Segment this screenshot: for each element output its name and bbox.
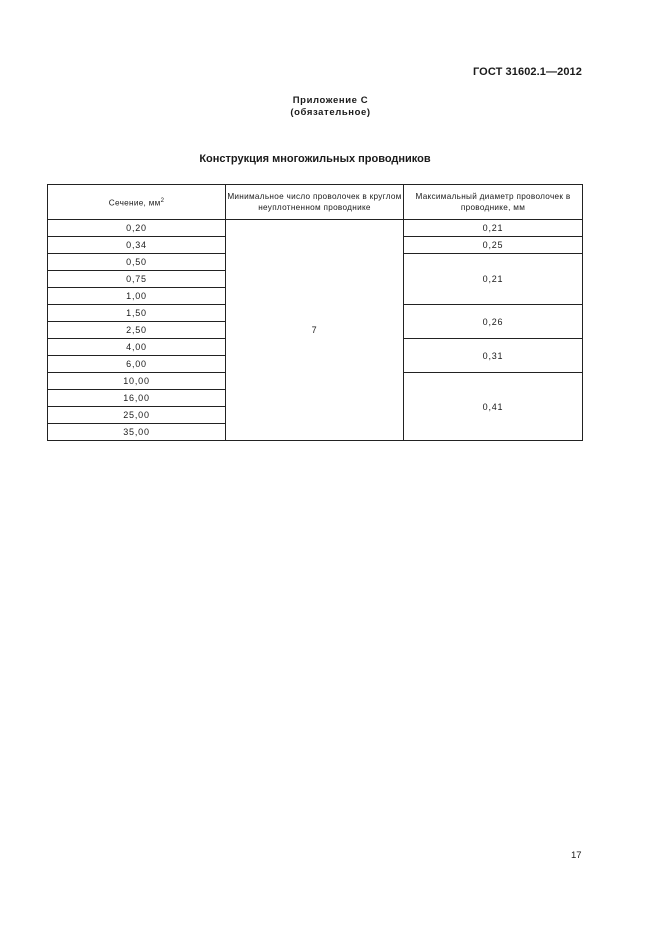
- max-diameter-cell: 0,41: [404, 373, 583, 441]
- column-header-min-wires: Минимальное число проволочек в круглом неуплотненном проводнике: [226, 185, 404, 220]
- standard-code: ГОСТ 31602.1—2012: [472, 66, 582, 78]
- min-wires-cell: 7: [226, 220, 404, 441]
- table-row: [48, 220, 583, 237]
- column-header-cross-section: Сечение, $мм^2$: [48, 185, 226, 220]
- cross-section-cell: 16,00: [48, 390, 226, 407]
- cross-section-cell: 1,00: [48, 288, 226, 305]
- table-body: [48, 220, 583, 441]
- cross-section-cell: 10,00: [48, 373, 226, 390]
- cross-section-cell: 0,34: [48, 237, 226, 254]
- max-diameter-cell: 0,26: [404, 305, 583, 339]
- cross-section-cell: 25,00: [48, 407, 226, 424]
- max-diameter-cell: 0,25: [404, 237, 583, 254]
- cross-section-cell: 35,00: [48, 424, 226, 441]
- cross-section-cell: 2,50: [48, 322, 226, 339]
- cross-section-cell: 1,50: [48, 305, 226, 322]
- section-title: Конструкция многожильных проводников: [199, 153, 431, 165]
- max-diameter-cell: 0,21: [404, 254, 583, 305]
- annex-title: Приложение С: [292, 95, 369, 106]
- page-number: 17: [571, 850, 582, 861]
- annex-status: (обязательное): [290, 107, 371, 118]
- column-header-max-diameter: Максимальный диаметр проволочек в проводнике, мм: [404, 185, 583, 220]
- cross-section-cell: 0,20: [48, 220, 226, 237]
- max-diameter-cell: 0,31: [404, 339, 583, 373]
- cross-section-cell: 0,50: [48, 254, 226, 271]
- max-diameter-cell: 0,21: [404, 220, 583, 237]
- cross-section-cell: 4,00: [48, 339, 226, 356]
- cross-section-cell: 0,75: [48, 271, 226, 288]
- wire-construction-table: [47, 184, 583, 441]
- table-header-row: [48, 185, 583, 220]
- cross-section-cell: 6,00: [48, 356, 226, 373]
- annex-heading: [0, 95, 661, 119]
